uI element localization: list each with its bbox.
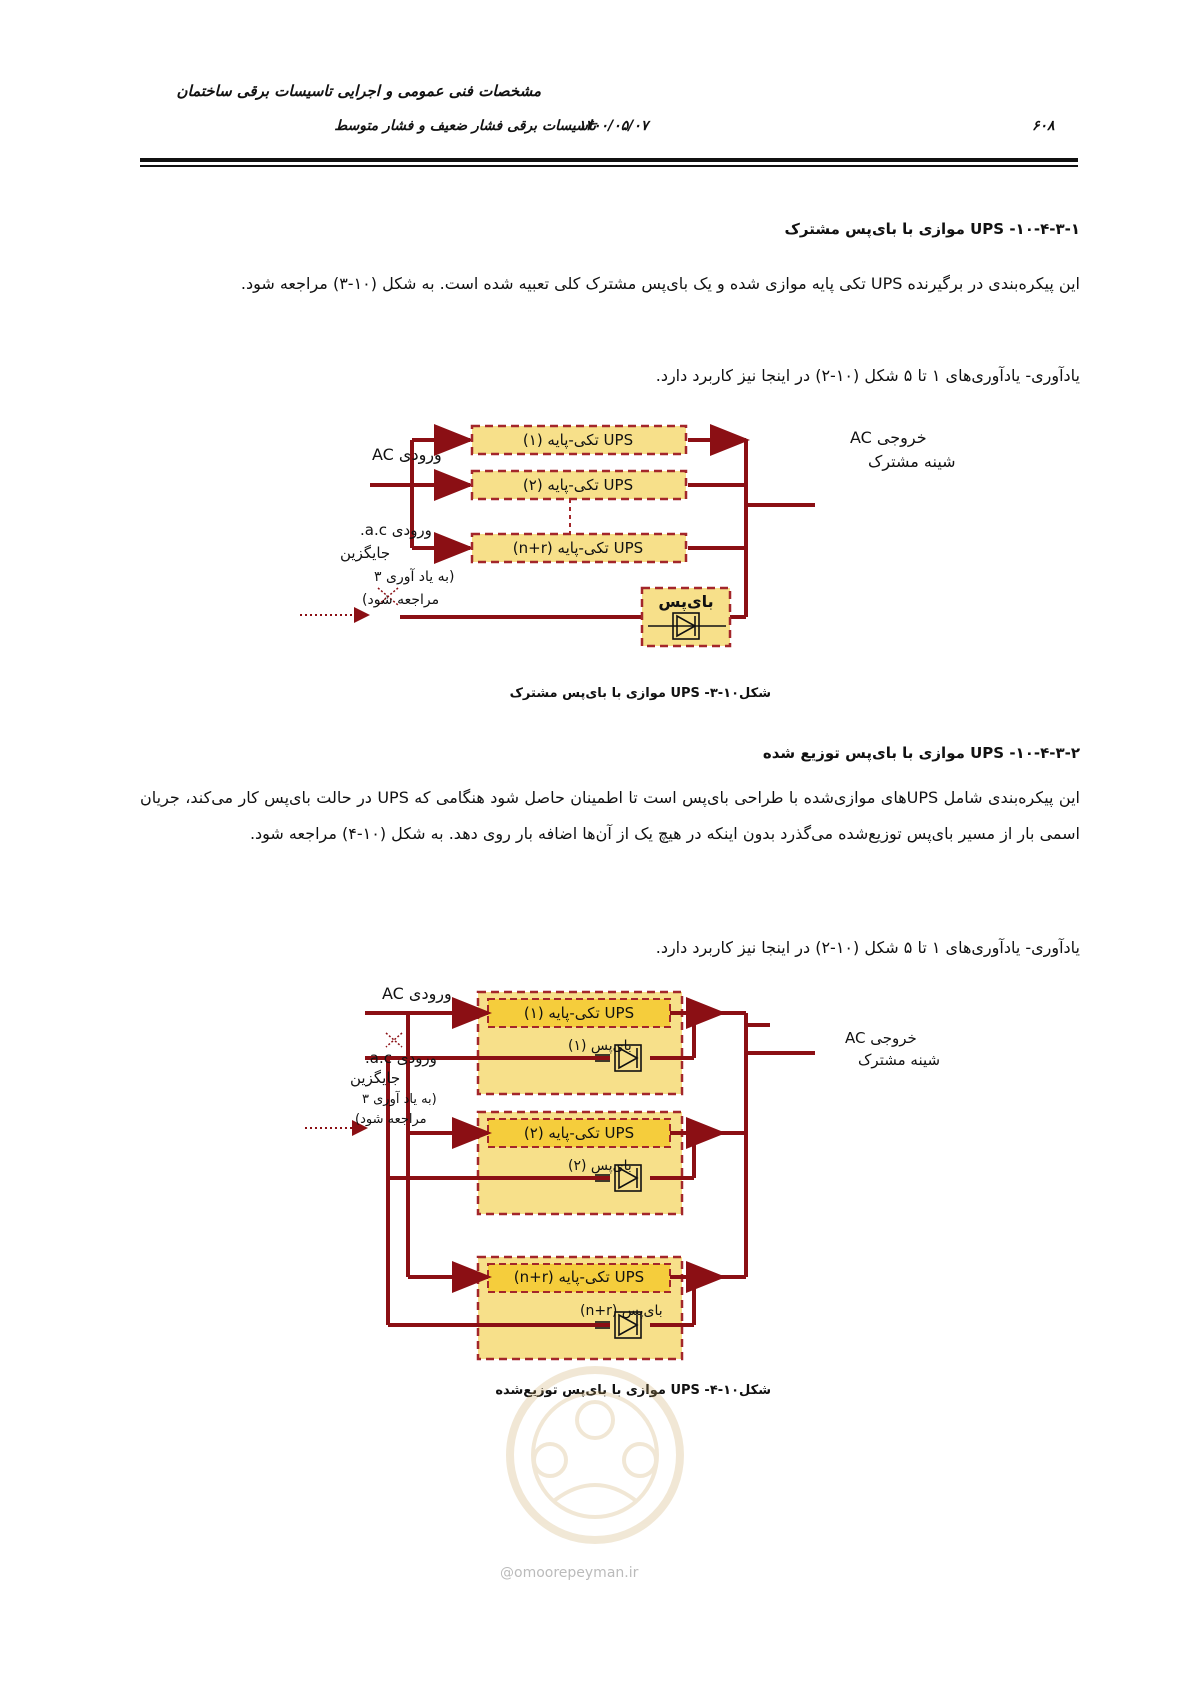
bypass-unit-nr-label: بای‌پس (n+r) [580,1303,663,1319]
ups-unit-nr-label: UPS تکی-پایه (n+r) [513,1268,645,1286]
bypass-unit-2-label: بای‌پس (۲) [568,1158,632,1174]
section-note-distributed-bypass: یادآوری- یادآوری‌های ۱ تا ۵ شکل (۱۰-۲) در اینجا نیز کاربرد دارد. [655,938,1080,957]
ups-unit-2-label: UPS تکی-پایه (۲) [522,476,634,494]
alt-input-label-4: مراجعه شود) [362,592,440,608]
section-note-common-bypass: یادآوری- یادآوری‌های ۱ تا ۵ شکل (۱۰-۲) در اینجا نیز کاربرد دارد. [655,366,1080,385]
bypass-label: بای‌پس [658,592,714,611]
output-label-2: شینه مشترک [858,1051,941,1069]
ups-unit-1-label: UPS تکی-پایه (۱) [522,431,634,449]
alt-input-label-3: (به یاد آوری ۳ [374,569,455,585]
page-number: ۶۰۸ [1032,118,1055,134]
section-heading-common-bypass: ۱۰-۴-۳-۱- UPS موازی با بای‌پس مشترک [784,220,1080,238]
watermark-url: @omoorepeyman.ir [500,1565,639,1581]
ups-unit-1-label: UPS تکی-پایه (۱) [523,1004,635,1022]
output-label-2: شینه مشترک [868,452,956,471]
section-paragraph-common-bypass: این پیکره‌بندی در برگیرنده UPS تکی پایه موازی شده و یک بای‌پس مشترک کلی تعبیه شده است. به شکل (۱۰-۳) مراجعه شود. [240,274,1080,293]
alt-input-label-2: جایگزین [350,1069,401,1087]
figure-caption-distributed-bypass: شکل۱۰-۴- UPS موازی با بای‌پس توزیع‌شده [495,1383,771,1398]
header-rule-thin [140,165,1078,167]
alt-input-label-1: ورودی a.c. [365,1049,437,1067]
ac-input-label: ورودی AC [372,445,442,464]
ups-unit-2-label: UPS تکی-پایه (۲) [523,1124,635,1142]
ups-unit-nr-label: UPS تکی-پایه (n+r) [512,539,644,557]
output-label-1: خروجی AC [845,1029,917,1047]
alt-input-label-4: مراجعه شود) [355,1112,427,1127]
document-date: ۱۴۰۰/۰۵/۰۷ [578,118,649,134]
ac-input-label: ورودی AC [382,984,452,1003]
section-paragraph-distributed-bypass: این پیکره‌بندی شامل UPSهای موازی‌شده با طراحی بای‌پس است تا اطمینان حاصل شود هنگامی که UPS در حالت بای‌پس کار می‌کند، جریان اسمی بار از مسیر بای‌پس توزیع‌شده می‌گذرد بدون اینکه در هیچ یک از آن‌ها اضافه بار روی دهد. به شکل (۱۰-۴) مراجعه شود. [140,788,1080,843]
alt-input-label-3: (به یاد آوری ۳ [362,1092,437,1107]
watermark-seal-icon [490,1360,700,1550]
figure-common-bypass-diagram [270,410,956,640]
alt-input-label-1: ورودی a.c. [360,521,432,539]
header-rule-thick [140,158,1078,162]
figure-distributed-bypass-diagram [270,975,941,1375]
section-heading-distributed-bypass: ۱۰-۴-۳-۲- UPS موازی با بای‌پس توزیع شده [762,744,1080,762]
document-title: مشخصات فنی عمومی و اجرایی تاسیسات برقی ساختمان [176,82,541,100]
output-label-1: خروجی AC [850,428,927,447]
bypass-unit-1-label: بای‌پس (۱) [568,1038,632,1054]
figure-caption-common-bypass: شکل۱۰-۳- UPS موازی با بای‌پس مشترک [509,686,771,701]
document-subtitle: تاسیسات برقی فشار ضعیف و فشار متوسط [334,118,596,134]
alt-input-label-2: جایگزین [340,544,391,562]
